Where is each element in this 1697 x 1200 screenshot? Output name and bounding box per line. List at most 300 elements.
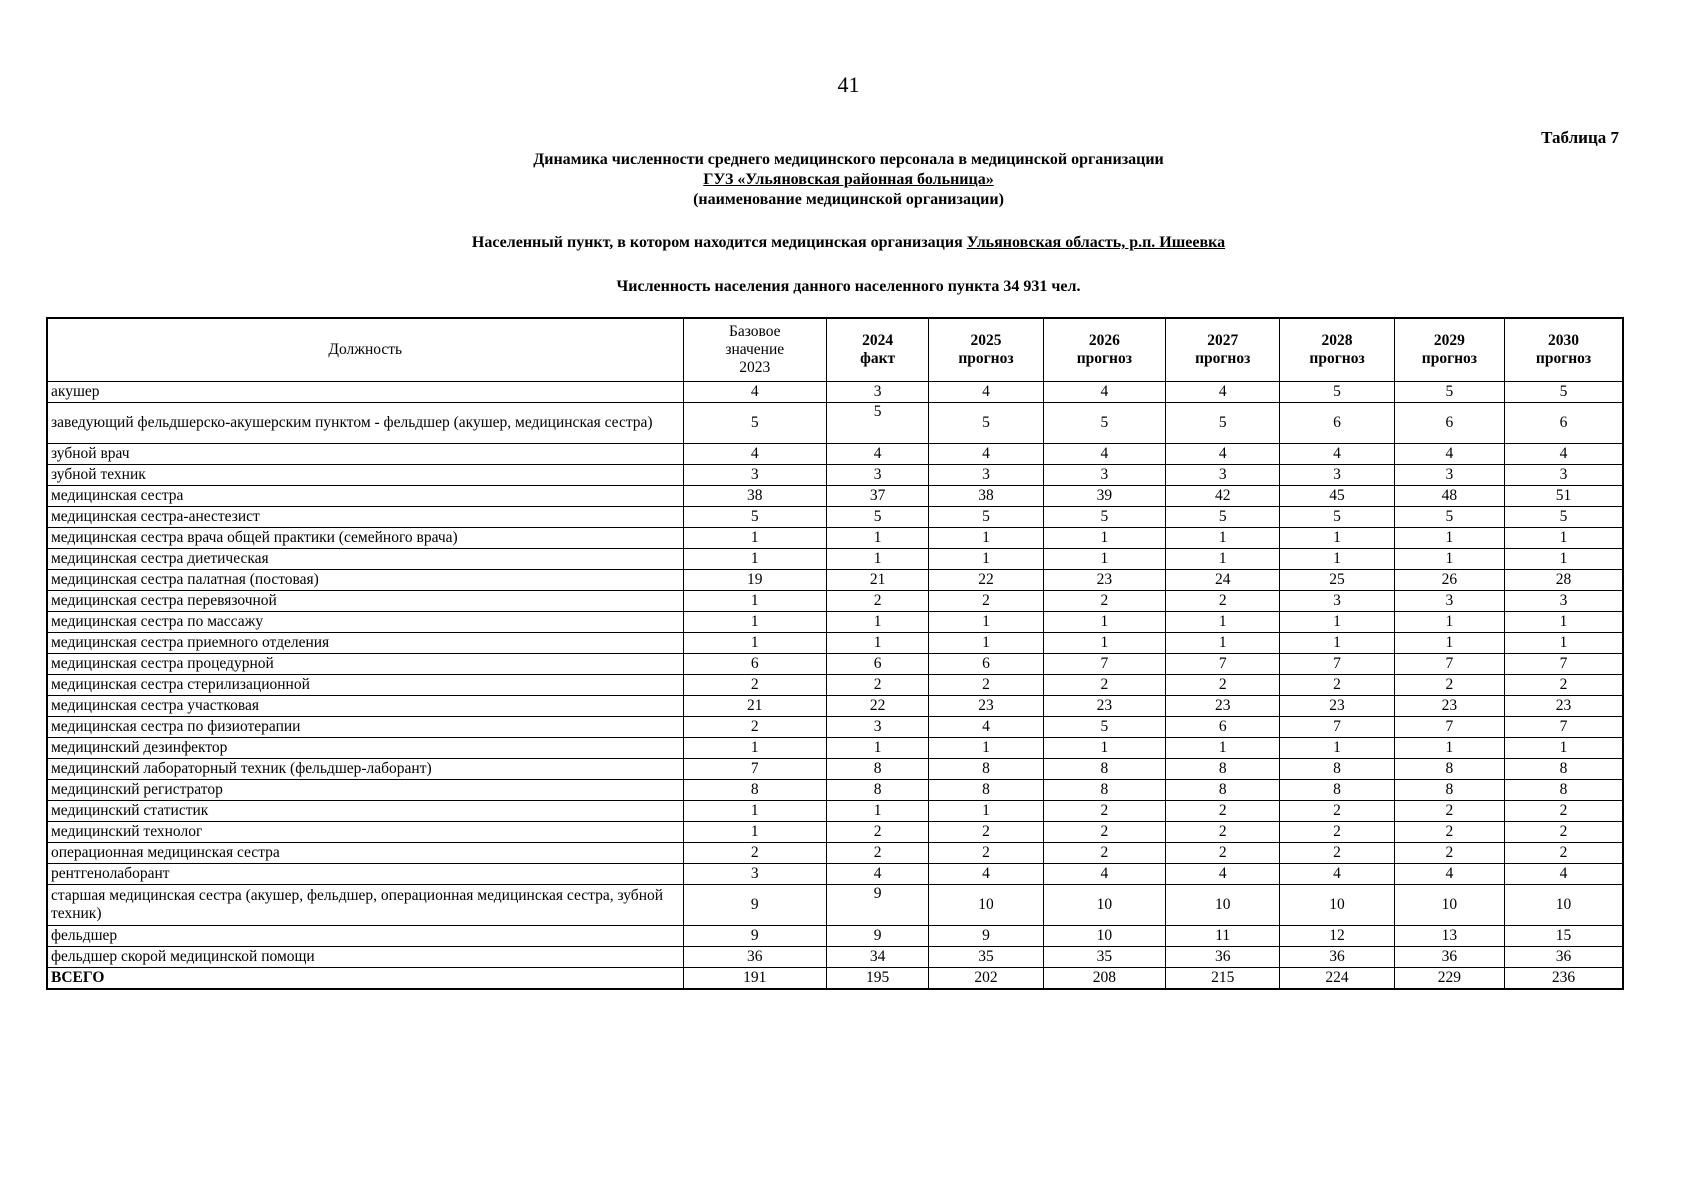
value-cell: 48: [1394, 486, 1504, 507]
value-cell: 1: [1505, 549, 1623, 570]
value-cell: 8: [1280, 759, 1394, 780]
position-name: медицинский технолог: [47, 822, 683, 843]
value-cell: 9: [826, 885, 928, 926]
value-cell: 1: [1166, 738, 1280, 759]
value-cell: 191: [683, 968, 826, 990]
header-line: 2027: [1207, 332, 1239, 349]
value-cell: 1: [683, 591, 826, 612]
total-label: ВСЕГО: [47, 968, 683, 990]
value-cell: 21: [683, 696, 826, 717]
position-name: операционная медицинская сестра: [47, 843, 683, 864]
value-cell: 8: [1505, 759, 1623, 780]
organization-name-text: ГУЗ «Ульяновская районная больница»: [703, 171, 994, 188]
value-cell: 45: [1280, 486, 1394, 507]
value-cell: 36: [683, 947, 826, 968]
value-cell: 1: [826, 612, 928, 633]
value-cell: 22: [929, 570, 1043, 591]
header-line: 2023: [739, 359, 771, 376]
position-name: медицинская сестра-анестезист: [47, 507, 683, 528]
value-cell: 10: [1166, 885, 1280, 926]
value-cell: 28: [1505, 570, 1623, 591]
value-cell: 1: [1394, 738, 1504, 759]
table-row: [47, 885, 1623, 926]
value-cell: 7: [1280, 717, 1394, 738]
value-cell: 4: [929, 444, 1043, 465]
value-cell: 5: [929, 403, 1043, 444]
value-cell: 1: [1280, 612, 1394, 633]
value-cell: 1: [1043, 549, 1165, 570]
value-cell: 2: [929, 675, 1043, 696]
value-cell: 7: [683, 759, 826, 780]
value-cell: 2: [1505, 822, 1623, 843]
header-year-5: [1166, 318, 1280, 382]
value-cell: 3: [826, 465, 928, 486]
value-cell: 4: [1043, 382, 1165, 403]
value-cell: 1: [826, 549, 928, 570]
value-cell: 8: [1043, 759, 1165, 780]
position-name: медицинская сестра перевязочной: [47, 591, 683, 612]
value-cell: 10: [929, 885, 1043, 926]
value-cell: 9: [683, 885, 826, 926]
position-name: медицинская сестра палатная (постовая): [47, 570, 683, 591]
value-cell: 1: [929, 801, 1043, 822]
header-line: прогноз: [1421, 350, 1478, 367]
value-cell: 3: [1394, 465, 1504, 486]
value-cell: 236: [1505, 968, 1623, 990]
value-cell: 4: [929, 382, 1043, 403]
locality-line: [0, 234, 1697, 252]
value-cell: 1: [1505, 612, 1623, 633]
value-cell: 4: [1394, 444, 1504, 465]
value-cell: 4: [1505, 864, 1623, 885]
value-cell: 3: [1394, 591, 1504, 612]
value-cell: 6: [1166, 717, 1280, 738]
table-row: [47, 717, 1623, 738]
value-cell: 3: [1166, 465, 1280, 486]
value-cell: 11: [1166, 926, 1280, 947]
total-row: [47, 968, 1623, 990]
table-row: [47, 528, 1623, 549]
value-cell: 3: [683, 465, 826, 486]
header-year-8: [1505, 318, 1623, 382]
position-name: заведующий фельдшерско-акушерским пунктом - фельдшер (акушер, медицинская сестра): [47, 403, 683, 444]
value-cell: 4: [1166, 444, 1280, 465]
value-cell: 2: [1505, 801, 1623, 822]
value-cell: 7: [1166, 654, 1280, 675]
value-cell: 1: [826, 738, 928, 759]
value-cell: 7: [1280, 654, 1394, 675]
value-cell: 5: [826, 507, 928, 528]
value-cell: 7: [1043, 654, 1165, 675]
header-line: прогноз: [1535, 350, 1592, 367]
table-title: Динамика численности среднего медицинского персонала в медицинской организации: [533, 151, 1164, 168]
table-row: [47, 486, 1623, 507]
table-body: [47, 382, 1623, 990]
value-cell: 3: [1505, 591, 1623, 612]
value-cell: 2: [826, 843, 928, 864]
value-cell: 4: [1280, 444, 1394, 465]
value-cell: 10: [1043, 885, 1165, 926]
value-cell: 1: [826, 528, 928, 549]
position-name: медицинский регистратор: [47, 780, 683, 801]
value-cell: 5: [1505, 382, 1623, 403]
value-cell: 2: [1280, 822, 1394, 843]
value-cell: 4: [929, 864, 1043, 885]
value-cell: 1: [683, 528, 826, 549]
position-name: медицинская сестра диетическая: [47, 549, 683, 570]
value-cell: 15: [1505, 926, 1623, 947]
value-cell: 13: [1394, 926, 1504, 947]
value-cell: 2: [1166, 843, 1280, 864]
value-cell: 1: [1280, 528, 1394, 549]
position-name: медицинская сестра по физиотерапии: [47, 717, 683, 738]
value-cell: 1: [929, 633, 1043, 654]
value-cell: 229: [1394, 968, 1504, 990]
value-cell: 8: [929, 759, 1043, 780]
locality-value: Ульяновская область, р.п. Ишеевка: [966, 234, 1226, 251]
value-cell: 1: [929, 738, 1043, 759]
value-cell: 1: [1505, 738, 1623, 759]
value-cell: 1: [1043, 612, 1165, 633]
position-name: фельдшер скорой медицинской помощи: [47, 947, 683, 968]
position-name: медицинская сестра: [47, 486, 683, 507]
table-row: [47, 780, 1623, 801]
value-cell: 2: [683, 717, 826, 738]
position-name: зубной врач: [47, 444, 683, 465]
value-cell: 23: [1043, 570, 1165, 591]
table-row: [47, 591, 1623, 612]
value-cell: 1: [1280, 738, 1394, 759]
table-row: [47, 947, 1623, 968]
value-cell: 10: [1505, 885, 1623, 926]
value-cell: 10: [1043, 926, 1165, 947]
value-cell: 4: [826, 444, 928, 465]
value-cell: 23: [1166, 696, 1280, 717]
value-cell: 6: [1505, 403, 1623, 444]
value-cell: 10: [1280, 885, 1394, 926]
value-cell: 195: [826, 968, 928, 990]
value-cell: 34: [826, 947, 928, 968]
value-cell: 8: [1166, 780, 1280, 801]
table-row: [47, 822, 1623, 843]
value-cell: 8: [1394, 780, 1504, 801]
value-cell: 1: [683, 822, 826, 843]
value-cell: 2: [929, 822, 1043, 843]
value-cell: 8: [826, 759, 928, 780]
value-cell: 2: [683, 843, 826, 864]
value-cell: 1: [1166, 612, 1280, 633]
page-number: 41: [837, 72, 860, 97]
table-label: Таблица 7: [1541, 128, 1619, 147]
value-cell: 1: [826, 801, 928, 822]
value-cell: 23: [1505, 696, 1623, 717]
header-line: Должность: [328, 341, 403, 358]
value-cell: 3: [826, 717, 928, 738]
position-name: медицинская сестра процедурной: [47, 654, 683, 675]
position-name: медицинский статистик: [47, 801, 683, 822]
value-cell: 7: [1394, 717, 1504, 738]
value-cell: 1: [1505, 528, 1623, 549]
value-cell: 8: [1505, 780, 1623, 801]
value-cell: 4: [929, 717, 1043, 738]
value-cell: 9: [929, 926, 1043, 947]
header-line: Базовое: [728, 323, 781, 340]
table-row: [47, 654, 1623, 675]
value-cell: 2: [1280, 675, 1394, 696]
header-year-2: [826, 318, 928, 382]
position-name: медицинская сестра врача общей практики (семейного врача): [47, 528, 683, 549]
value-cell: 1: [1280, 633, 1394, 654]
position-name: медицинская сестра участковая: [47, 696, 683, 717]
value-cell: 1: [1043, 528, 1165, 549]
value-cell: 202: [929, 968, 1043, 990]
header-year-7: [1394, 318, 1504, 382]
value-cell: 6: [826, 654, 928, 675]
value-cell: 208: [1043, 968, 1165, 990]
value-cell: 2: [1394, 801, 1504, 822]
value-cell: 4: [683, 444, 826, 465]
value-cell: 2: [1280, 843, 1394, 864]
value-cell: 1: [929, 549, 1043, 570]
value-cell: 4: [1043, 444, 1165, 465]
header-line: 2024: [862, 332, 894, 349]
value-cell: 1: [1394, 528, 1504, 549]
value-cell: 4: [1166, 382, 1280, 403]
table-row: [47, 382, 1623, 403]
value-cell: 8: [1394, 759, 1504, 780]
value-cell: 2: [1043, 591, 1165, 612]
value-cell: 2: [1280, 801, 1394, 822]
header-line: прогноз: [1309, 350, 1365, 367]
value-cell: 1: [683, 549, 826, 570]
value-cell: 5: [1280, 507, 1394, 528]
value-cell: 3: [1280, 465, 1394, 486]
position-name: медицинский лабораторный техник (фельдшер-лаборант): [47, 759, 683, 780]
value-cell: 4: [1166, 864, 1280, 885]
value-cell: 35: [1043, 947, 1165, 968]
value-cell: 2: [1166, 822, 1280, 843]
value-cell: 2: [1043, 801, 1165, 822]
value-cell: 3: [683, 864, 826, 885]
value-cell: 2: [1043, 675, 1165, 696]
table-row: [47, 633, 1623, 654]
value-cell: 1: [683, 738, 826, 759]
value-cell: 3: [929, 465, 1043, 486]
header-line: 2026: [1088, 332, 1120, 349]
header-line: 2030: [1548, 332, 1580, 349]
locality-label: Населенный пункт, в котором находится медицинская организация: [471, 234, 963, 251]
value-cell: 6: [683, 654, 826, 675]
value-cell: 42: [1166, 486, 1280, 507]
table-row: [47, 570, 1623, 591]
organization-name: [0, 171, 1697, 189]
table-row: [47, 801, 1623, 822]
value-cell: 215: [1166, 968, 1280, 990]
value-cell: 5: [1043, 507, 1165, 528]
value-cell: 8: [1280, 780, 1394, 801]
header-line: прогноз: [958, 350, 1014, 367]
value-cell: 2: [1394, 675, 1504, 696]
value-cell: 1: [1166, 528, 1280, 549]
table-row: [47, 612, 1623, 633]
value-cell: 3: [1505, 465, 1623, 486]
value-cell: 2: [1505, 675, 1623, 696]
table-row: [47, 507, 1623, 528]
value-cell: 4: [1505, 444, 1623, 465]
header-line: 2029: [1433, 332, 1465, 349]
value-cell: 8: [929, 780, 1043, 801]
value-cell: 6: [1394, 403, 1504, 444]
table-row: [47, 403, 1623, 444]
value-cell: 2: [929, 843, 1043, 864]
table-row: [47, 926, 1623, 947]
population-line: Численность населения данного населенного пункта 34 931 чел.: [616, 278, 1081, 295]
header-year-4: [1043, 318, 1165, 382]
value-cell: 19: [683, 570, 826, 591]
header-year-1: [683, 318, 826, 382]
value-cell: 2: [1166, 591, 1280, 612]
value-cell: 8: [1043, 780, 1165, 801]
header-line: прогноз: [1195, 350, 1251, 367]
value-cell: 6: [929, 654, 1043, 675]
value-cell: 4: [1394, 864, 1504, 885]
table-row: [47, 843, 1623, 864]
value-cell: 21: [826, 570, 928, 591]
value-cell: 2: [1166, 675, 1280, 696]
value-cell: 1: [1505, 633, 1623, 654]
value-cell: 1: [929, 612, 1043, 633]
value-cell: 2: [826, 675, 928, 696]
value-cell: 1: [683, 612, 826, 633]
organization-caption: (наименование медицинской организации): [693, 191, 1004, 208]
table-row: [47, 738, 1623, 759]
table-row: [47, 444, 1623, 465]
position-name: старшая медицинская сестра (акушер, фельдшер, операционная медицинская сестра, зубной техник): [47, 885, 683, 926]
value-cell: 1: [929, 528, 1043, 549]
position-name: фельдшер: [47, 926, 683, 947]
value-cell: 2: [1043, 822, 1165, 843]
value-cell: 1: [683, 633, 826, 654]
table-row: [47, 759, 1623, 780]
position-name: медицинский дезинфектор: [47, 738, 683, 759]
value-cell: 5: [683, 403, 826, 444]
value-cell: 2: [826, 591, 928, 612]
value-cell: 3: [1280, 591, 1394, 612]
value-cell: 36: [1280, 947, 1394, 968]
header-line: 2028: [1321, 332, 1353, 349]
value-cell: 1: [1394, 549, 1504, 570]
value-cell: 2: [1043, 843, 1165, 864]
value-cell: 1: [1043, 633, 1165, 654]
value-cell: 23: [1280, 696, 1394, 717]
value-cell: 4: [826, 864, 928, 885]
value-cell: 1: [826, 633, 928, 654]
value-cell: 4: [1043, 864, 1165, 885]
value-cell: 2: [683, 675, 826, 696]
value-cell: 37: [826, 486, 928, 507]
header-line: значение: [725, 341, 785, 358]
position-name: медицинская сестра стерилизационной: [47, 675, 683, 696]
value-cell: 1: [1166, 549, 1280, 570]
value-cell: 5: [683, 507, 826, 528]
position-name: рентгенолаборант: [47, 864, 683, 885]
value-cell: 6: [1280, 403, 1394, 444]
value-cell: 5: [826, 403, 928, 444]
value-cell: 36: [1394, 947, 1504, 968]
staff-dynamics-table: [46, 317, 1624, 990]
table-row: [47, 675, 1623, 696]
value-cell: 2: [826, 822, 928, 843]
value-cell: 22: [826, 696, 928, 717]
value-cell: 2: [929, 591, 1043, 612]
value-cell: 38: [683, 486, 826, 507]
value-cell: 3: [826, 382, 928, 403]
value-cell: 1: [1043, 738, 1165, 759]
header-line: прогноз: [1076, 350, 1132, 367]
value-cell: 51: [1505, 486, 1623, 507]
value-cell: 224: [1280, 968, 1394, 990]
value-cell: 26: [1394, 570, 1504, 591]
value-cell: 5: [1166, 507, 1280, 528]
position-name: акушер: [47, 382, 683, 403]
value-cell: 10: [1394, 885, 1504, 926]
value-cell: 9: [826, 926, 928, 947]
value-cell: 35: [929, 947, 1043, 968]
value-cell: 7: [1394, 654, 1504, 675]
value-cell: 7: [1505, 654, 1623, 675]
value-cell: 5: [1166, 403, 1280, 444]
value-cell: 23: [1394, 696, 1504, 717]
value-cell: 24: [1166, 570, 1280, 591]
value-cell: 39: [1043, 486, 1165, 507]
value-cell: 2: [1166, 801, 1280, 822]
header-year-6: [1280, 318, 1394, 382]
value-cell: 1: [1394, 633, 1504, 654]
value-cell: 8: [1166, 759, 1280, 780]
table-row: [47, 549, 1623, 570]
value-cell: 5: [1394, 507, 1504, 528]
position-name: медицинская сестра по массажу: [47, 612, 683, 633]
value-cell: 5: [1505, 507, 1623, 528]
value-cell: 2: [1394, 822, 1504, 843]
value-cell: 1: [1394, 612, 1504, 633]
header-line: факт: [860, 350, 896, 367]
table-header-row: [47, 318, 1623, 382]
table-row: [47, 465, 1623, 486]
value-cell: 36: [1166, 947, 1280, 968]
value-cell: 2: [1394, 843, 1504, 864]
value-cell: 12: [1280, 926, 1394, 947]
value-cell: 5: [1394, 382, 1504, 403]
value-cell: 1: [1280, 549, 1394, 570]
header-year-3: [929, 318, 1043, 382]
value-cell: 1: [683, 801, 826, 822]
value-cell: 4: [683, 382, 826, 403]
value-cell: 1: [1166, 633, 1280, 654]
value-cell: 7: [1505, 717, 1623, 738]
value-cell: 8: [683, 780, 826, 801]
value-cell: 4: [1280, 864, 1394, 885]
header-line: 2025: [970, 332, 1002, 349]
value-cell: 36: [1505, 947, 1623, 968]
value-cell: 25: [1280, 570, 1394, 591]
position-name: зубной техник: [47, 465, 683, 486]
value-cell: 9: [683, 926, 826, 947]
value-cell: 5: [1043, 717, 1165, 738]
value-cell: 23: [1043, 696, 1165, 717]
value-cell: 5: [929, 507, 1043, 528]
value-cell: 23: [929, 696, 1043, 717]
